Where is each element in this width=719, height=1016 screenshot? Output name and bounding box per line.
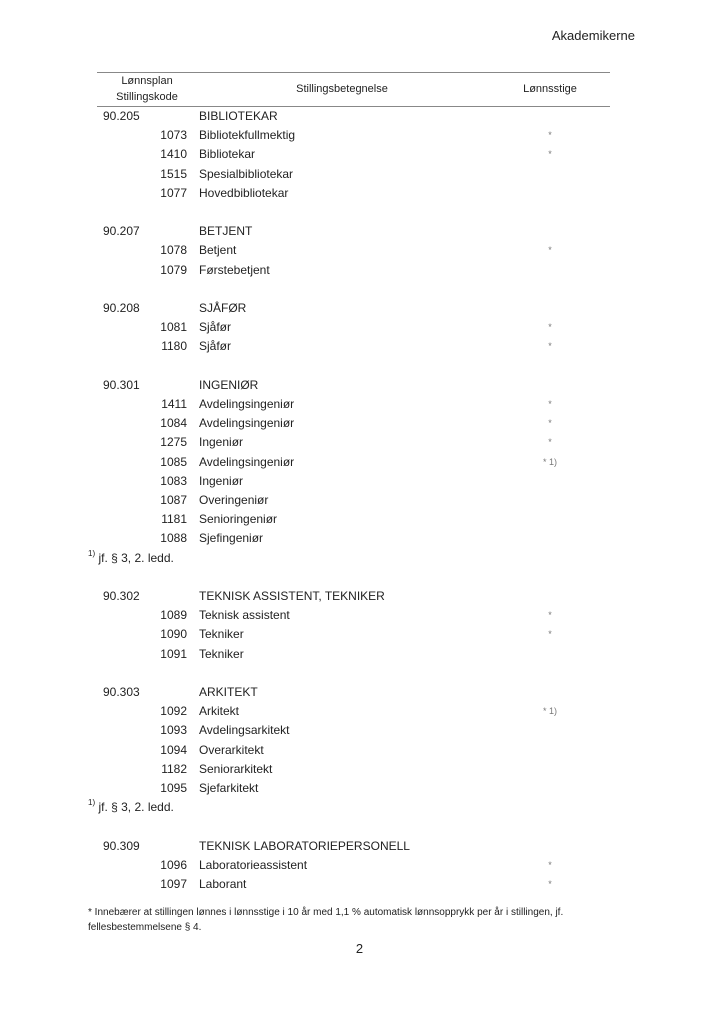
position-code: 1085 bbox=[160, 454, 187, 469]
position-code: 1091 bbox=[160, 646, 187, 661]
group-title: BIBLIOTEKAR bbox=[199, 109, 278, 123]
position-title: Tekniker bbox=[199, 627, 244, 642]
position-title: Overarkitekt bbox=[199, 742, 264, 757]
planning-code: 90.302 bbox=[103, 589, 140, 603]
table-row bbox=[0, 414, 719, 433]
position-code: 1087 bbox=[160, 493, 187, 507]
position-title: Ingeniør bbox=[199, 473, 244, 488]
salary-ladder-mark: * bbox=[548, 437, 552, 448]
page-number: 2 bbox=[355, 941, 364, 956]
group-row bbox=[0, 683, 719, 702]
group-title: BETJENT bbox=[199, 224, 253, 239]
group-note-body: jf. § 3, 2. ledd. bbox=[95, 800, 174, 815]
group-row bbox=[0, 376, 719, 395]
position-code: 1097 bbox=[160, 877, 187, 891]
table-row bbox=[0, 779, 719, 798]
position-code: 1181 bbox=[161, 512, 187, 527]
table-row bbox=[0, 337, 719, 356]
position-title: Overingeniør bbox=[199, 493, 269, 507]
position-code: 1095 bbox=[160, 781, 187, 795]
position-title: Sjåfør bbox=[199, 320, 232, 335]
table-row bbox=[0, 184, 719, 203]
position-title: Avdelingsingeniør bbox=[199, 416, 295, 431]
salary-ladder-mark: * bbox=[548, 610, 552, 621]
group-row bbox=[0, 587, 719, 606]
table-row bbox=[0, 145, 719, 164]
salary-ladder-mark: * bbox=[548, 149, 552, 160]
table-row bbox=[0, 395, 719, 414]
table-row bbox=[0, 261, 719, 280]
position-title: Ingeniør bbox=[199, 435, 244, 450]
position-title: Avdelingsarkitekt bbox=[199, 723, 290, 738]
planning-code: 90.207 bbox=[103, 224, 140, 239]
footnote: * Innebærer at stillingen lønnes i lønnsstige i 10 år med 1,1 % automatisk lønnsopprykk per år i stillingen, jf. fellesbestemmelsene § 4. bbox=[88, 907, 564, 933]
header-planning-line1: Lønnsplan bbox=[121, 75, 173, 87]
position-title: Laborant bbox=[199, 877, 247, 891]
table-row bbox=[0, 760, 719, 779]
organization-name: Akademikerne bbox=[551, 28, 635, 43]
salary-ladder-mark: * bbox=[548, 322, 552, 333]
position-title: Sjefingeniør bbox=[199, 531, 264, 546]
position-code: 1096 bbox=[160, 857, 187, 872]
group-title: TEKNISK ASSISTENT, TEKNIKER bbox=[199, 589, 385, 603]
salary-ladder-mark: * bbox=[548, 245, 552, 256]
salary-ladder-mark: * 1) bbox=[542, 706, 557, 717]
group-row bbox=[0, 837, 719, 856]
salary-ladder-mark: * bbox=[548, 130, 552, 141]
position-title: Teknisk assistent bbox=[199, 608, 290, 623]
group-note-text bbox=[88, 549, 174, 568]
position-code: 1182 bbox=[161, 761, 187, 776]
position-code: 1083 bbox=[160, 473, 187, 488]
position-title: Betjent bbox=[199, 243, 237, 258]
position-title: Bibliotekar bbox=[199, 147, 256, 162]
header-planning-line2: Stillingskode bbox=[116, 91, 178, 103]
position-title: Senioringeniør bbox=[199, 512, 278, 527]
table-row bbox=[0, 645, 719, 664]
position-title: Seniorarkitekt bbox=[199, 761, 273, 776]
position-code: 1180 bbox=[161, 339, 187, 354]
group-title: SJÅFØR bbox=[199, 301, 247, 315]
position-code: 1090 bbox=[160, 627, 187, 642]
group-title: ARKITEKT bbox=[199, 685, 258, 699]
salary-ladder-mark: * bbox=[548, 879, 552, 889]
table-row bbox=[0, 318, 719, 337]
position-code: 1088 bbox=[160, 531, 187, 546]
table-row bbox=[0, 625, 719, 644]
group-note bbox=[0, 549, 719, 568]
position-title: Avdelingsingeniør bbox=[199, 397, 295, 411]
planning-code: 90.205 bbox=[103, 109, 140, 123]
group-row bbox=[0, 299, 719, 318]
table-row bbox=[0, 875, 719, 894]
table-row bbox=[0, 721, 719, 740]
group-title: INGENIØR bbox=[199, 377, 259, 392]
planning-code: 90.309 bbox=[103, 838, 140, 853]
position-title: Sjåfør bbox=[199, 339, 232, 354]
salary-ladder-mark: * bbox=[548, 399, 552, 409]
position-code: 1073 bbox=[160, 128, 187, 143]
group-row bbox=[0, 222, 719, 241]
table-row bbox=[0, 453, 719, 472]
position-code: 1089 bbox=[160, 608, 187, 623]
position-code: 1093 bbox=[160, 723, 187, 738]
table-row bbox=[0, 472, 719, 491]
table-row bbox=[0, 241, 719, 260]
table-row bbox=[0, 126, 719, 145]
table-row bbox=[0, 856, 719, 875]
group-note bbox=[0, 798, 719, 817]
position-title: Hovedbibliotekar bbox=[199, 185, 289, 200]
table-row bbox=[0, 165, 719, 184]
position-title: Tekniker bbox=[199, 646, 244, 661]
salary-ladder-mark: * bbox=[548, 418, 552, 429]
group-row bbox=[0, 107, 719, 126]
position-title: Førstebetjent bbox=[199, 262, 270, 277]
header-salary-ladder: Lønnsstige bbox=[523, 83, 577, 95]
planning-code: 90.301 bbox=[103, 377, 140, 392]
position-code: 1081 bbox=[160, 320, 187, 335]
position-title: Laboratorieassistent bbox=[199, 857, 308, 872]
position-title: Avdelingsingeniør bbox=[199, 454, 295, 469]
salary-ladder-mark: * 1) bbox=[542, 456, 557, 467]
position-title: Sjefarkitekt bbox=[199, 781, 259, 795]
group-note-marker: 1) bbox=[88, 548, 96, 558]
planning-code: 90.303 bbox=[103, 685, 140, 699]
group-note-body: jf. § 3, 2. ledd. bbox=[95, 550, 174, 565]
position-title: Spesialbibliotekar bbox=[199, 166, 294, 181]
table-row bbox=[0, 702, 719, 721]
table-row bbox=[0, 741, 719, 760]
position-code: 1078 bbox=[160, 243, 187, 258]
position-code: 1077 bbox=[160, 185, 187, 200]
group-note-text bbox=[88, 798, 174, 817]
position-code: 1515 bbox=[160, 166, 187, 181]
salary-ladder-mark: * bbox=[548, 859, 552, 870]
table-row bbox=[0, 606, 719, 625]
planning-code: 90.208 bbox=[103, 301, 140, 315]
table-row bbox=[0, 491, 719, 510]
position-title: Arkitekt bbox=[199, 704, 240, 719]
group-note-marker: 1) bbox=[88, 798, 96, 808]
table-row bbox=[0, 510, 719, 529]
position-code: 1275 bbox=[160, 435, 187, 450]
position-code: 1411 bbox=[161, 397, 187, 411]
position-code: 1084 bbox=[160, 416, 187, 431]
position-title: Bibliotekfullmektig bbox=[199, 128, 296, 143]
group-title: TEKNISK LABORATORIEPERSONELL bbox=[199, 838, 410, 853]
header-position-title: Stillingsbetegnelse bbox=[296, 83, 388, 95]
header-planning-code bbox=[97, 73, 197, 105]
position-code: 1410 bbox=[160, 147, 187, 162]
salary-ladder-mark: * bbox=[548, 341, 552, 352]
position-code: 1079 bbox=[160, 262, 187, 277]
position-code: 1092 bbox=[160, 704, 187, 719]
table-row bbox=[0, 433, 719, 452]
salary-ladder-mark: * bbox=[548, 629, 552, 640]
table-row bbox=[0, 529, 719, 548]
position-code: 1094 bbox=[160, 742, 187, 757]
